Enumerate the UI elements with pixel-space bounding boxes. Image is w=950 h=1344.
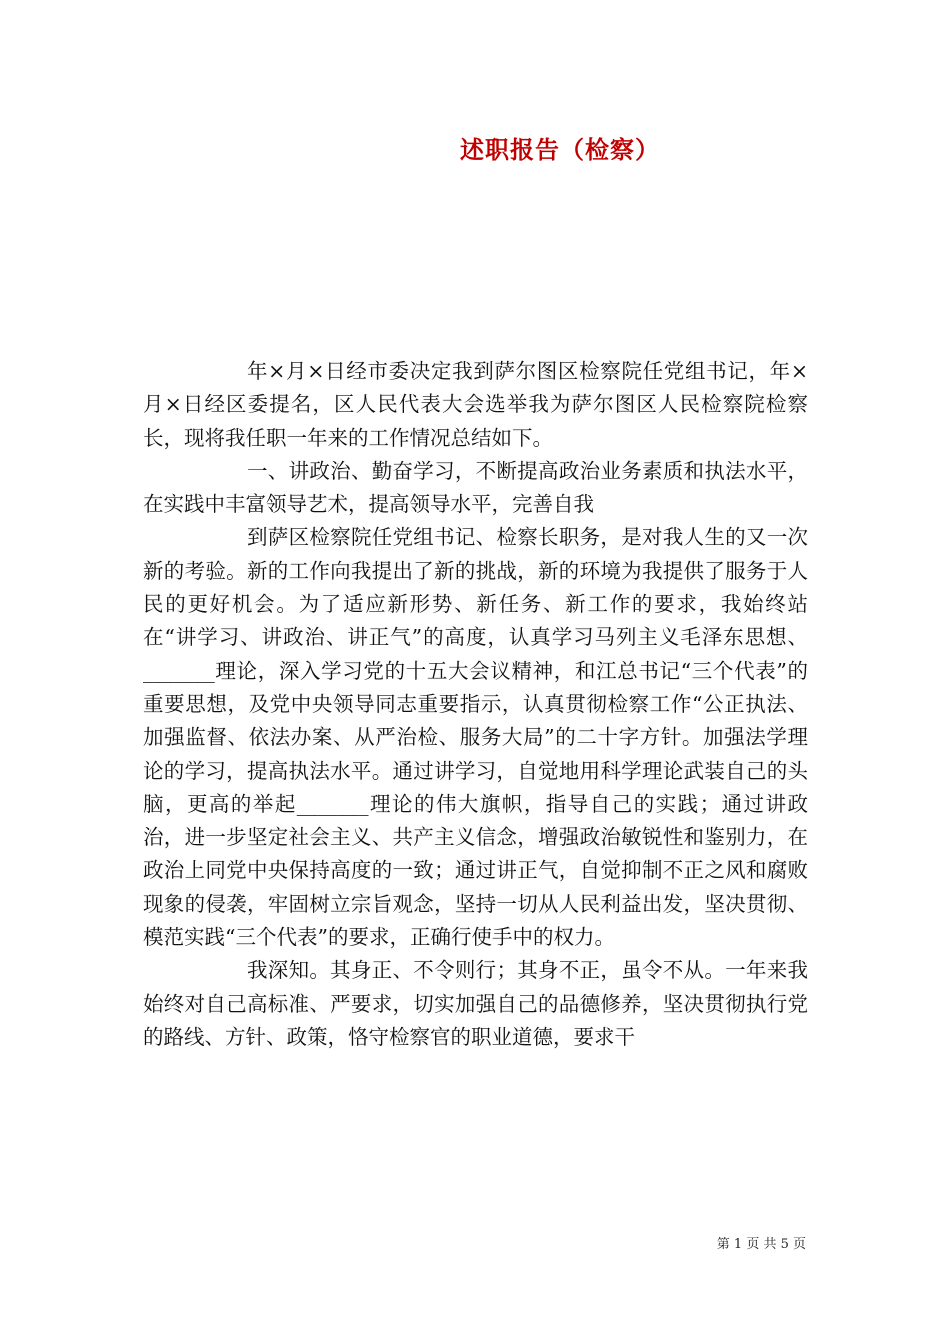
paragraph-section-heading: 一、讲政治、勤奋学习，不断提高政治业务素质和执法水平，在实践中丰富领导艺术，提高领导水平，完善自我 bbox=[143, 458, 808, 517]
paragraph-study: 到萨区检察院任党组书记、检察长职务，是对我人生的又一次新的考验。新的工作向我提出了新的挑战，新的环境为我提供了服务于人民的更好机会。为了适应新形势、新任务、新工作的要求，我始终站在“讲学习、讲政治、讲正气”的高度，认真学习马列主义毛泽东思想、_______理论，深入学习党的十五大会议精神，和江总书记“三个代表”的重要思想，及党中央领导同志重要指示，认真贯彻检察工作“公正执法、加强监督、依法办案、从严治检、服务大局”的二十字方针。加强法学理论的学习，提高执法水平。通过讲学习，自觉地用科学理论武装自己的头脑，更高的举起_______理论的伟大旗帜，指导自己的实践；通过讲政治，进一步坚定社会主义、共产主义信念，增强政治敏锐性和鉴别力，在政治上同党中央保持高度的一致；通过讲正气，自觉抑制不正之风和腐败现象的侵袭，牢固树立宗旨观念，坚持一切从人民利益出发，坚决贯彻、模范实践“三个代表”的要求，正确行使手中的权力。 bbox=[143, 525, 808, 950]
document-body bbox=[143, 355, 808, 1054]
page-number-footer: 第 1 页 共 5 页 bbox=[716, 1237, 806, 1252]
paragraph-intro: 年×月×日经市委决定我到萨尔图区检察院任党组书记，年×月×日经区委提名，区人民代表大会选举我为萨尔图区人民检察院检察长，现将我任职一年来的工作情况总结如下。 bbox=[143, 359, 808, 450]
document-title: 述职报告（检察） bbox=[460, 135, 660, 164]
paragraph-self-discipline: 我深知。其身正、不令则行；其身不正，虽令不从。一年来我始终对自己高标准、严要求，切实加强自己的品德修养，坚决贯彻执行党的路线、方针、政策，恪守检察官的职业道德，要求干 bbox=[143, 958, 808, 1049]
